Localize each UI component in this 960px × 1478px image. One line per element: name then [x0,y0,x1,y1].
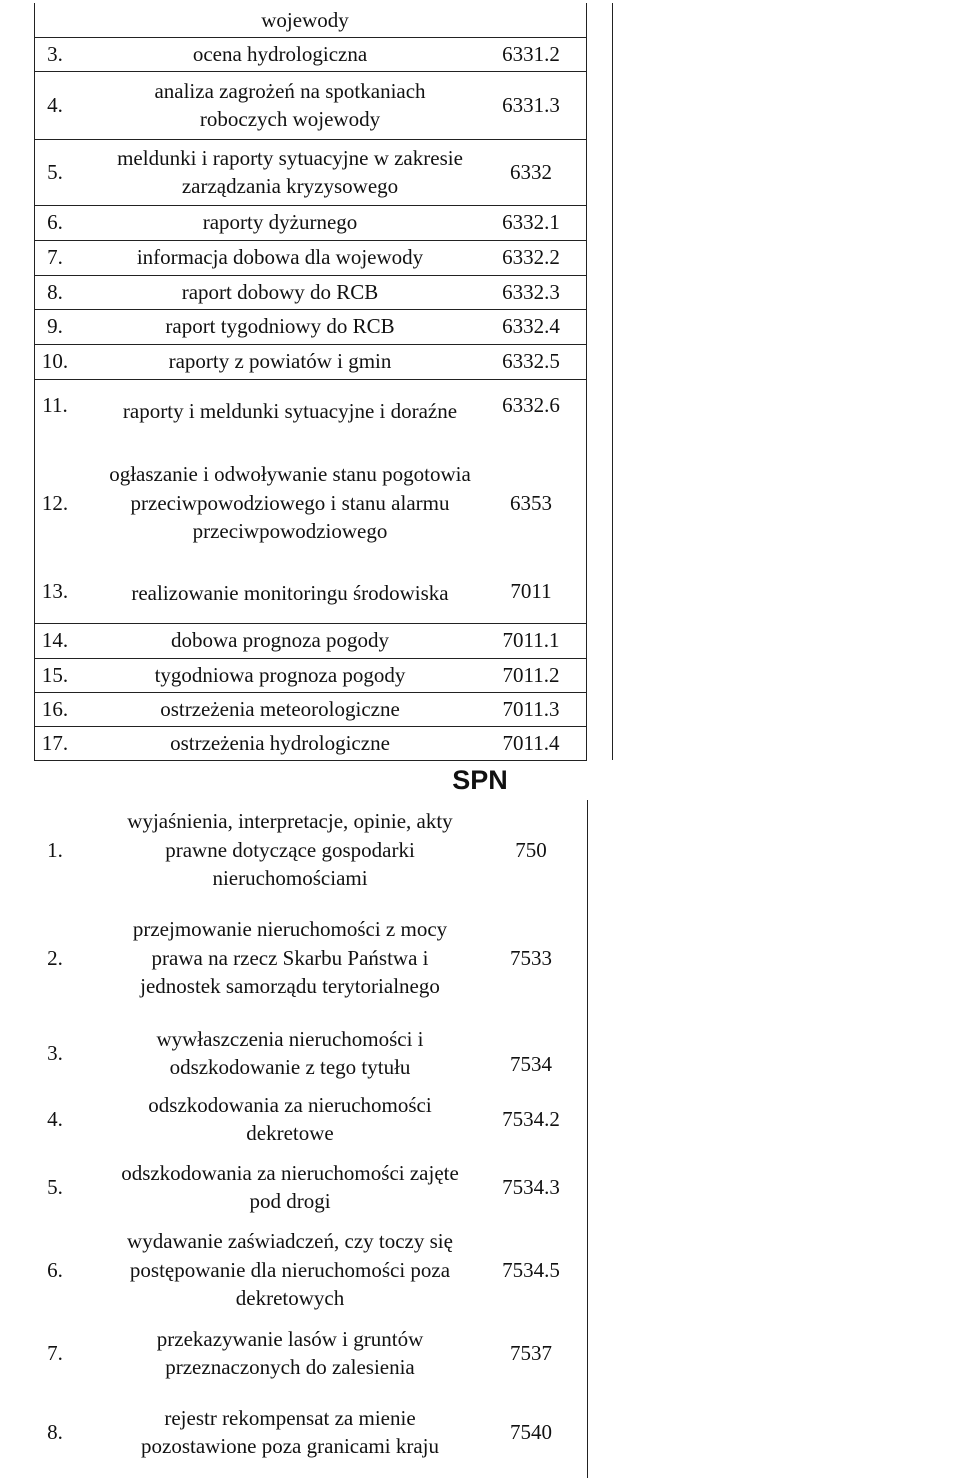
row-number: 15. [41,662,69,687]
row-number: 6. [47,210,63,235]
row-code: 6332.2 [502,245,560,270]
table-row [0,443,960,563]
row-description: ocena hydrologiczna [192,41,368,66]
row-code: 7534.2 [502,1106,560,1131]
table-rule [34,309,587,310]
row-code: 6332.6 [502,393,560,417]
row-description: wojewody [261,7,349,32]
row-number: 5. [47,1174,63,1199]
row-number: 8. [47,279,63,304]
table-row [0,240,960,275]
table-row [0,37,960,71]
row-description: wydawanie zaświadczeń, czy toczy się postępowanie dla nieruchomości poza dekretowych [127,1229,453,1311]
table-rule [34,71,587,72]
row-number: 2. [47,945,63,970]
row-description: przekazywanie lasów i gruntów przeznaczonych do zalesienia [156,1326,424,1379]
row-code: 7534 [510,1051,552,1076]
table-rule [34,726,587,727]
row-code: 6331.2 [502,41,560,66]
row-description: raport dobowy do RCB [181,279,379,304]
table-row [0,205,960,240]
table-row [0,1320,960,1386]
row-code: 6332.5 [502,349,560,374]
row-number: 7. [47,1340,63,1365]
table-row [0,900,960,1016]
row-number: 9. [47,314,63,339]
row-number: 4. [47,1106,63,1131]
row-code: 7011.1 [502,628,560,653]
table-border [34,3,35,760]
row-number: 17. [41,730,69,755]
row-number: 12. [41,490,69,515]
table-rule [34,379,587,380]
row-number: 7. [47,245,63,270]
row-code [470,3,592,37]
row-description: analiza zagrożeń na spotkaniach roboczych wojewody [154,78,426,131]
row-description: rejestr rekompensat za mienie pozostawione poza granicami kraju [141,1405,439,1458]
row-code: 6332.3 [502,279,560,304]
row-description: odszkodowania za nieruchomości dekretowe [148,1092,432,1145]
row-description: wywłaszczenia nieruchomości i odszkodowanie z tego tytułu [156,1026,424,1079]
row-number: 5. [47,159,63,184]
row-code: 7011 [510,579,552,603]
row-number: 14. [41,628,69,653]
row-description: ostrzeżenia meteorologiczne [160,696,400,721]
row-code: 7540 [510,1419,552,1444]
row-code: 6353 [510,490,552,515]
table-row [0,563,960,623]
table-row [0,802,960,898]
table-row [0,726,960,760]
row-code: 7011.4 [502,730,560,755]
row-code: 7011.2 [502,662,560,687]
table-rule [34,658,587,659]
row-number [32,3,78,37]
row-code: 7533 [510,945,552,970]
row-number: 11. [42,393,68,417]
row-code: 6332 [510,159,552,184]
row-description: przejmowanie nieruchomości z mocy prawa na rzecz Skarbu Państwa i jednostek samorządu terytorialnego [132,917,448,999]
table-row [0,623,960,658]
table-row [0,1020,960,1086]
row-description: ogłaszanie i odwoływanie stanu pogotowia przeciwpowodziowego i stanu alarmu przeciwpowodziowego [109,462,471,544]
row-code: 7534.5 [502,1257,560,1282]
row-code: 6332.4 [502,314,560,339]
table-border [612,3,613,760]
row-number: 3. [47,41,63,66]
row-number: 16. [41,696,69,721]
row-description: dobowa prognoza pogody [170,628,390,653]
table-rule [34,37,587,38]
table-rule [34,344,587,345]
table-rule [34,275,587,276]
table-row [0,1387,960,1477]
table-row [0,658,960,692]
row-code: 7534.3 [502,1174,560,1199]
row-description: odszkodowania za nieruchomości zajęte pod drogi [121,1160,459,1213]
table-border [587,800,588,1478]
table-rule [34,623,587,624]
table-rule [34,139,587,140]
row-code: 7011.3 [502,696,560,721]
table-rule [34,240,587,241]
row-number: 3. [47,1040,63,1065]
row-number: 8. [47,1419,63,1444]
row-number: 1. [47,837,63,862]
row-number: 13. [41,579,69,603]
row-code: 750 [515,837,547,862]
table-row [0,309,960,344]
row-code: 6331.3 [502,92,560,117]
row-description: wyjaśnienia, interpretacje, opinie, akty prawne dotyczące gospodarki nieruchomościami [127,809,453,891]
row-code: 7537 [510,1340,552,1365]
row-code: 6332.1 [502,210,560,235]
table-rule [34,760,587,761]
table-rule [34,205,587,206]
table-row [0,139,960,205]
row-number: 6. [47,1257,63,1282]
section-title: SPN [452,765,508,795]
row-description: raport tygodniowy do RCB [165,314,395,339]
row-description: realizowanie monitoringu środowiska [131,580,449,605]
row-description: tygodniowa prognoza pogody [154,662,406,687]
table-row [0,1154,960,1220]
table-row [0,71,960,139]
table-row [0,3,960,37]
row-description: ostrzeżenia hydrologiczne [170,730,390,755]
table-row [0,275,960,309]
table-row [0,344,960,379]
row-number: 10. [41,349,69,374]
row-number: 4. [47,92,63,117]
row-description: raporty z powiatów i gmin [168,349,392,374]
row-description: raporty dyżurnego [202,210,358,235]
table-row [0,1224,960,1316]
row-description: informacja dobowa dla wojewody [136,245,424,270]
table-rule [34,692,587,693]
row-description: raporty i meldunki sytuacyjne i doraźne [122,398,458,423]
table-row [0,692,960,726]
row-description: meldunki i raporty sytuacyjne w zakresie zarządzania kryzysowego [117,145,463,198]
table-row [0,1086,960,1152]
table-row [0,379,960,443]
table-border [586,3,587,760]
